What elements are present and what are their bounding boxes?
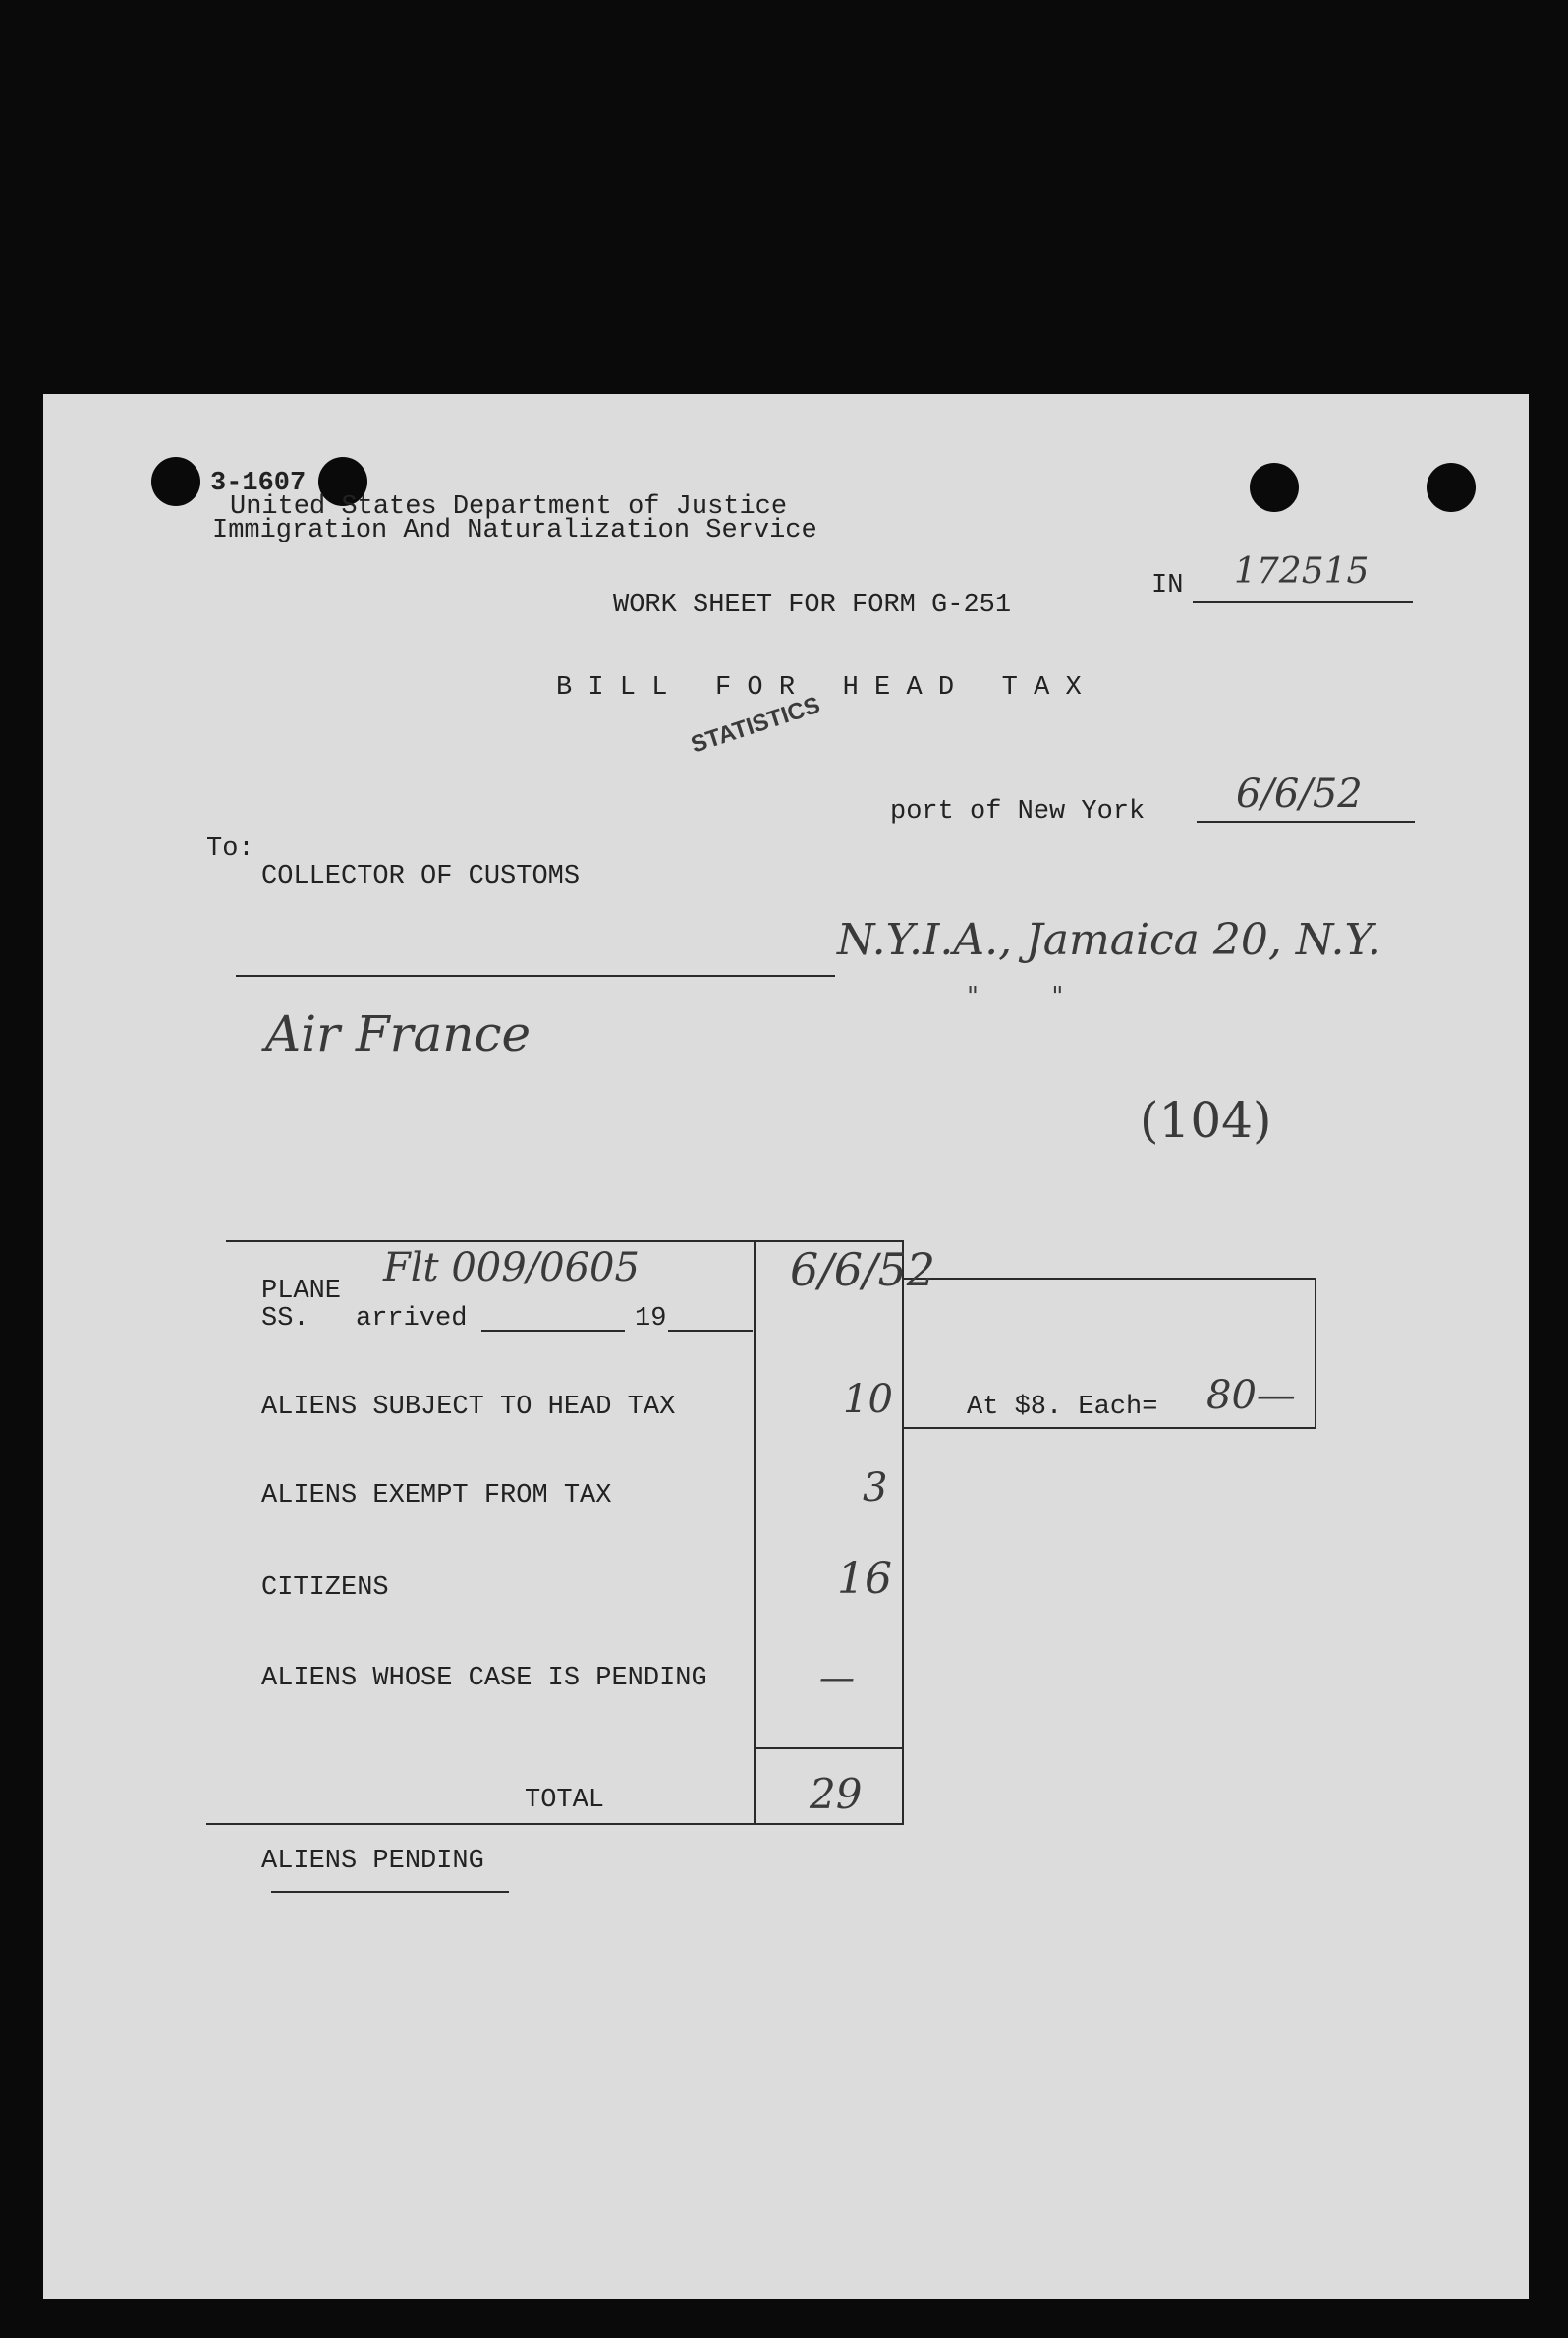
aliens-pending-label: ALIENS PENDING <box>261 1847 484 1876</box>
row-value-pending: — <box>819 1658 855 1698</box>
row-value-exempt: 3 <box>863 1465 888 1511</box>
punch-hole-left-1 <box>151 457 200 506</box>
worksheet-page <box>43 394 1529 2299</box>
port-date-underline <box>1197 821 1415 823</box>
row-label-subject-to-tax: ALIENS SUBJECT TO HEAD TAX <box>261 1393 676 1422</box>
table-value-column-right <box>902 1240 904 1824</box>
plane-flight-number: Flt 009/0605 <box>383 1245 640 1290</box>
rate-box-top <box>904 1278 1316 1280</box>
in-label: IN <box>1151 571 1184 600</box>
form-number: 3-1607 <box>210 469 307 498</box>
bill-title: B I L L F O R H E A D T A X <box>556 673 1082 703</box>
handwritten-carrier: Air France <box>265 1005 532 1062</box>
table-value-column-left <box>754 1240 756 1824</box>
row-label-pending: ALIENS WHOSE CASE IS PENDING <box>261 1664 707 1693</box>
ss-label: SS. <box>261 1304 309 1334</box>
handwritten-ditto: " " <box>967 982 1064 1011</box>
table-total-separator <box>754 1747 904 1749</box>
in-number: 172515 <box>1234 551 1370 592</box>
row-value-citizens: 16 <box>837 1554 892 1604</box>
row-label-exempt: ALIENS EXEMPT FROM TAX <box>261 1481 612 1511</box>
handwritten-reference: (104) <box>1140 1092 1272 1149</box>
arrived-label: arrived <box>356 1304 468 1334</box>
statistics-stamp: STATISTICS <box>688 691 824 759</box>
collector-of-customs: COLLECTOR OF CUSTOMS <box>261 862 581 891</box>
row-label-citizens: CITIZENS <box>261 1573 389 1603</box>
rate-total: 80— <box>1206 1373 1296 1418</box>
handwritten-location: N.Y.I.A., Jamaica 20, N.Y. <box>837 915 1381 965</box>
rate-box-right <box>1315 1278 1316 1429</box>
punch-hole-right-1 <box>1250 463 1299 512</box>
rate-box-bottom <box>904 1427 1316 1429</box>
arrival-date: 6/6/52 <box>790 1243 936 1296</box>
total-label: TOTAL <box>525 1786 605 1815</box>
year-underline <box>668 1330 753 1332</box>
table-bottom-border <box>206 1823 904 1825</box>
total-value: 29 <box>810 1770 863 1818</box>
punch-hole-right-2 <box>1427 463 1476 512</box>
rate-label: At $8. Each= <box>967 1393 1158 1422</box>
worksheet-title: WORK SHEET FOR FORM G-251 <box>613 591 1012 620</box>
department-name: United States Department of Justice <box>230 492 788 522</box>
row-value-subject-to-tax: 10 <box>843 1377 893 1422</box>
port-date: 6/6/52 <box>1236 771 1363 817</box>
arrived-underline <box>481 1330 625 1332</box>
year-prefix: 19 <box>635 1304 667 1334</box>
to-label: To: <box>206 834 254 864</box>
service-name: Immigration And Naturalization Service <box>212 516 817 545</box>
plane-label: PLANE <box>261 1277 342 1306</box>
aliens-pending-underline <box>271 1891 509 1893</box>
table-top-border <box>226 1240 904 1242</box>
port-label: port of New York <box>890 797 1146 827</box>
in-underline <box>1193 601 1413 603</box>
address-line <box>236 975 835 977</box>
